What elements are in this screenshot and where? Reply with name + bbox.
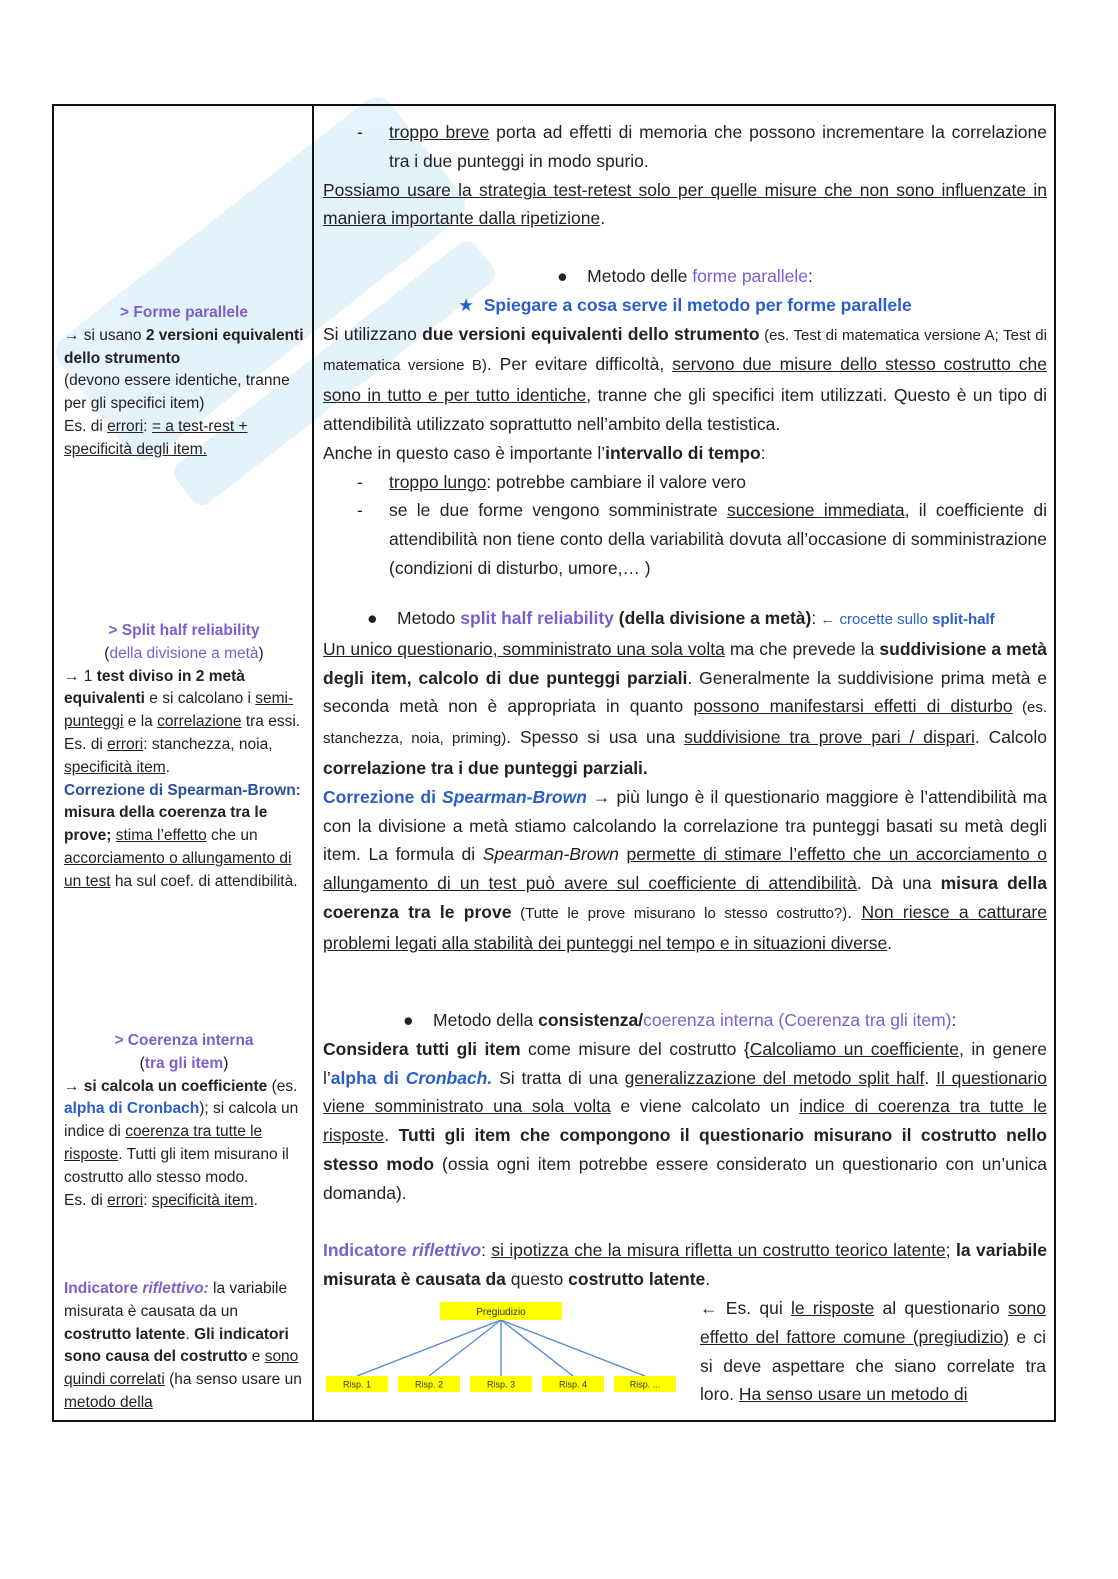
section-test-retest-end — [323, 118, 1047, 233]
right-content-column — [314, 106, 1054, 1420]
note-split-half — [64, 620, 304, 894]
leaf-label: Risp. 2 — [414, 1379, 444, 1390]
left-notes-column — [54, 106, 312, 1420]
note-text: Es. di errori: stanchezza, noia, specificità item. — [64, 735, 273, 776]
leaf-label: Risp. 4 — [558, 1379, 588, 1390]
section-heading: ● Metodo delle forme parallele: — [557, 266, 813, 286]
diagram-arrow-line — [501, 1320, 573, 1376]
paragraph: Considera tutti gli item come misure del costrutto {Calcoliamo un coefficiente, in genere l’alpha di Cronbach. Si tratta di una generalizzazione del metodo split half. Il questionario viene somministrato una sola volta e viene calcolato un indice di coerenza tra tutte le risposte. Tutti gli item che compongono il questionario misurano il costrutto nello stesso modo (ossia ogni item potrebbe essere considerato un questionario con un’unica domanda). — [323, 1038, 1048, 1203]
paragraph: Si utilizzano due versioni equivalenti dello strumento (es. Test di matematica versione A; Test di matematica versione B). Per evitare difficoltà, servono due misure dello stesso costrutto che sono in tutto e per tutto identiche, tranne che gli specifici item utilizzati. Questo è un tipo di attendibilità utilizzato soprattutto nell’ambito della testistica. — [323, 323, 1048, 434]
note-text: Es. di errori: = a test-rest + specificità degli item. — [64, 417, 248, 458]
note-subtitle: (tra gli item) — [139, 1054, 229, 1072]
section-heading: ● Metodo della consistenza/coerenza interna (Coerenza tra gli item): — [403, 1010, 957, 1030]
diagram-arrow-line — [501, 1320, 645, 1376]
bullet-icon: ● — [403, 1010, 414, 1030]
root-label: Pregiudizio — [476, 1307, 526, 1318]
note-title: > Coerenza interna — [114, 1032, 254, 1049]
leaf-label: Risp. 1 — [342, 1379, 372, 1390]
leaf-label: Risp. 3 — [486, 1379, 516, 1390]
bullet-icon: ● — [367, 608, 378, 628]
section-forme-parallele — [323, 262, 1047, 583]
note-subtitle: (della divisione a metà) — [104, 644, 264, 662]
leaf-label: Risp. ... — [629, 1379, 661, 1390]
paragraph: Correzione di Spearman-Brown → più lungo è il questionario maggiore è l’attendibilità ma con la divisione a metà stiamo calcolando la correlazione tra punteggi basati su metà degli item. La formula di Spearman-Brown permette di stimare l’effetto che un accorciamento o allungamento di un test può avere sul coefficiente di attendibilità. Dà una misura della coerenza tra le prove (Tutte le prove misurano lo stesso costrutto?). Non riesce a catturare problemi legati alla stabilità dei punteggi nel tempo e in situazioni diverse. — [323, 786, 1048, 953]
note-title: > Split half reliability — [108, 622, 260, 639]
note-text: → si usano 2 versioni equivalenti dello strumento — [64, 326, 304, 367]
paragraph: Possiamo usare la strategia test-retest solo per quelle misure che non sono influenzate in maniera importante dalla ripetizione. — [323, 179, 1047, 229]
section-coerenza-interna — [323, 1006, 1047, 1208]
diagram-arrow-line — [429, 1320, 501, 1376]
diagram-arrow-line — [357, 1320, 501, 1376]
section-indicatore-riflettivo: Indicatore riflettivo: si ipotizza che la misura rifletta un costrutto teorico latente; la variabile misurata è causata da questo costrutto latente. — [323, 1240, 1047, 1289]
reflective-model-diagram — [322, 1298, 686, 1408]
paragraph: Un unico questionario, somministrato una sola volta ma che prevede la suddivisione a metà degli item, calcolo di due punteggi parziali. Generalmente la suddivisione prima metà e seconda metà non è appropriata in quanto possono manifestarsi effetti di disturbo (es. stanchezza, noia, priming). Spesso si usa una suddivisione tra prove pari / dispari. Calcolo correlazione tra i due punteggi parziali. — [323, 638, 1048, 778]
note-coerenza-interna — [64, 1030, 304, 1212]
study-question: ★ Spiegare a cosa serve il metodo per forme parallele — [458, 294, 912, 315]
note-text: Indicatore riflettivo: la variabile misurata è causata da un costrutto latente. Gli indicatori sono causa del costrutto e sono quindi correlati (ha senso usare un metodo della — [64, 1280, 302, 1411]
section-split-half — [323, 604, 1047, 958]
note-text: Es. di errori: specificità item. — [64, 1191, 258, 1209]
notes-table — [52, 104, 1056, 1422]
note-title: > Forme parallele — [120, 304, 248, 321]
note-text: (devono essere identiche, tranne per gli specifici item) — [64, 372, 290, 413]
dash-item: - troppo lungo: potrebbe cambiare il valore vero — [357, 471, 747, 492]
diagram-explanation: ← Es. qui le risposte al questionario sono effetto del fattore comune (pregiudizio) e ci si deve aspettare che siano correlate tra loro. Ha senso usare un metodo di — [700, 1298, 1046, 1405]
note-text: → si calcola un coefficiente (es. alpha di Cronbach); si calcola un indice di coerenza tra tutte le risposte. Tutti gli item misurano il costrutto allo stesso modo. — [64, 1077, 299, 1186]
paragraph: Anche in questo caso è importante l’intervallo di tempo: — [323, 442, 766, 463]
star-icon: ★ — [458, 294, 474, 315]
section-heading: ● Metodo split half reliability (della divisione a metà): ← crocette sullo split-half — [367, 608, 995, 628]
dash-item: - troppo breve porta ad effetti di memoria che possono incrementare la correlazione tra i due punteggi in modo spurio. — [357, 122, 1047, 171]
bullet-icon: ● — [557, 266, 568, 286]
note-text: Correzione di Spearman-Brown: misura della coerenza tra le prove; stima l’effetto che un accorciamento o allungamento di un test ha sul coef. di attendibilità. — [64, 781, 301, 890]
note-text: → 1 test diviso in 2 metà equivalenti e si calcolano i semi-punteggi e la correlazione tra essi. — [64, 667, 301, 731]
note-indicatore-riflettivo — [64, 1278, 304, 1415]
dash-item: - se le due forme vengono somministrate succesione immediata, il coefficiente di attendibilità non tiene conto della variabilità dovuta all’occasione di somministrazione (condizioni di disturbo, umore,… ) — [357, 500, 1047, 578]
note-forme-parallele — [64, 302, 304, 462]
